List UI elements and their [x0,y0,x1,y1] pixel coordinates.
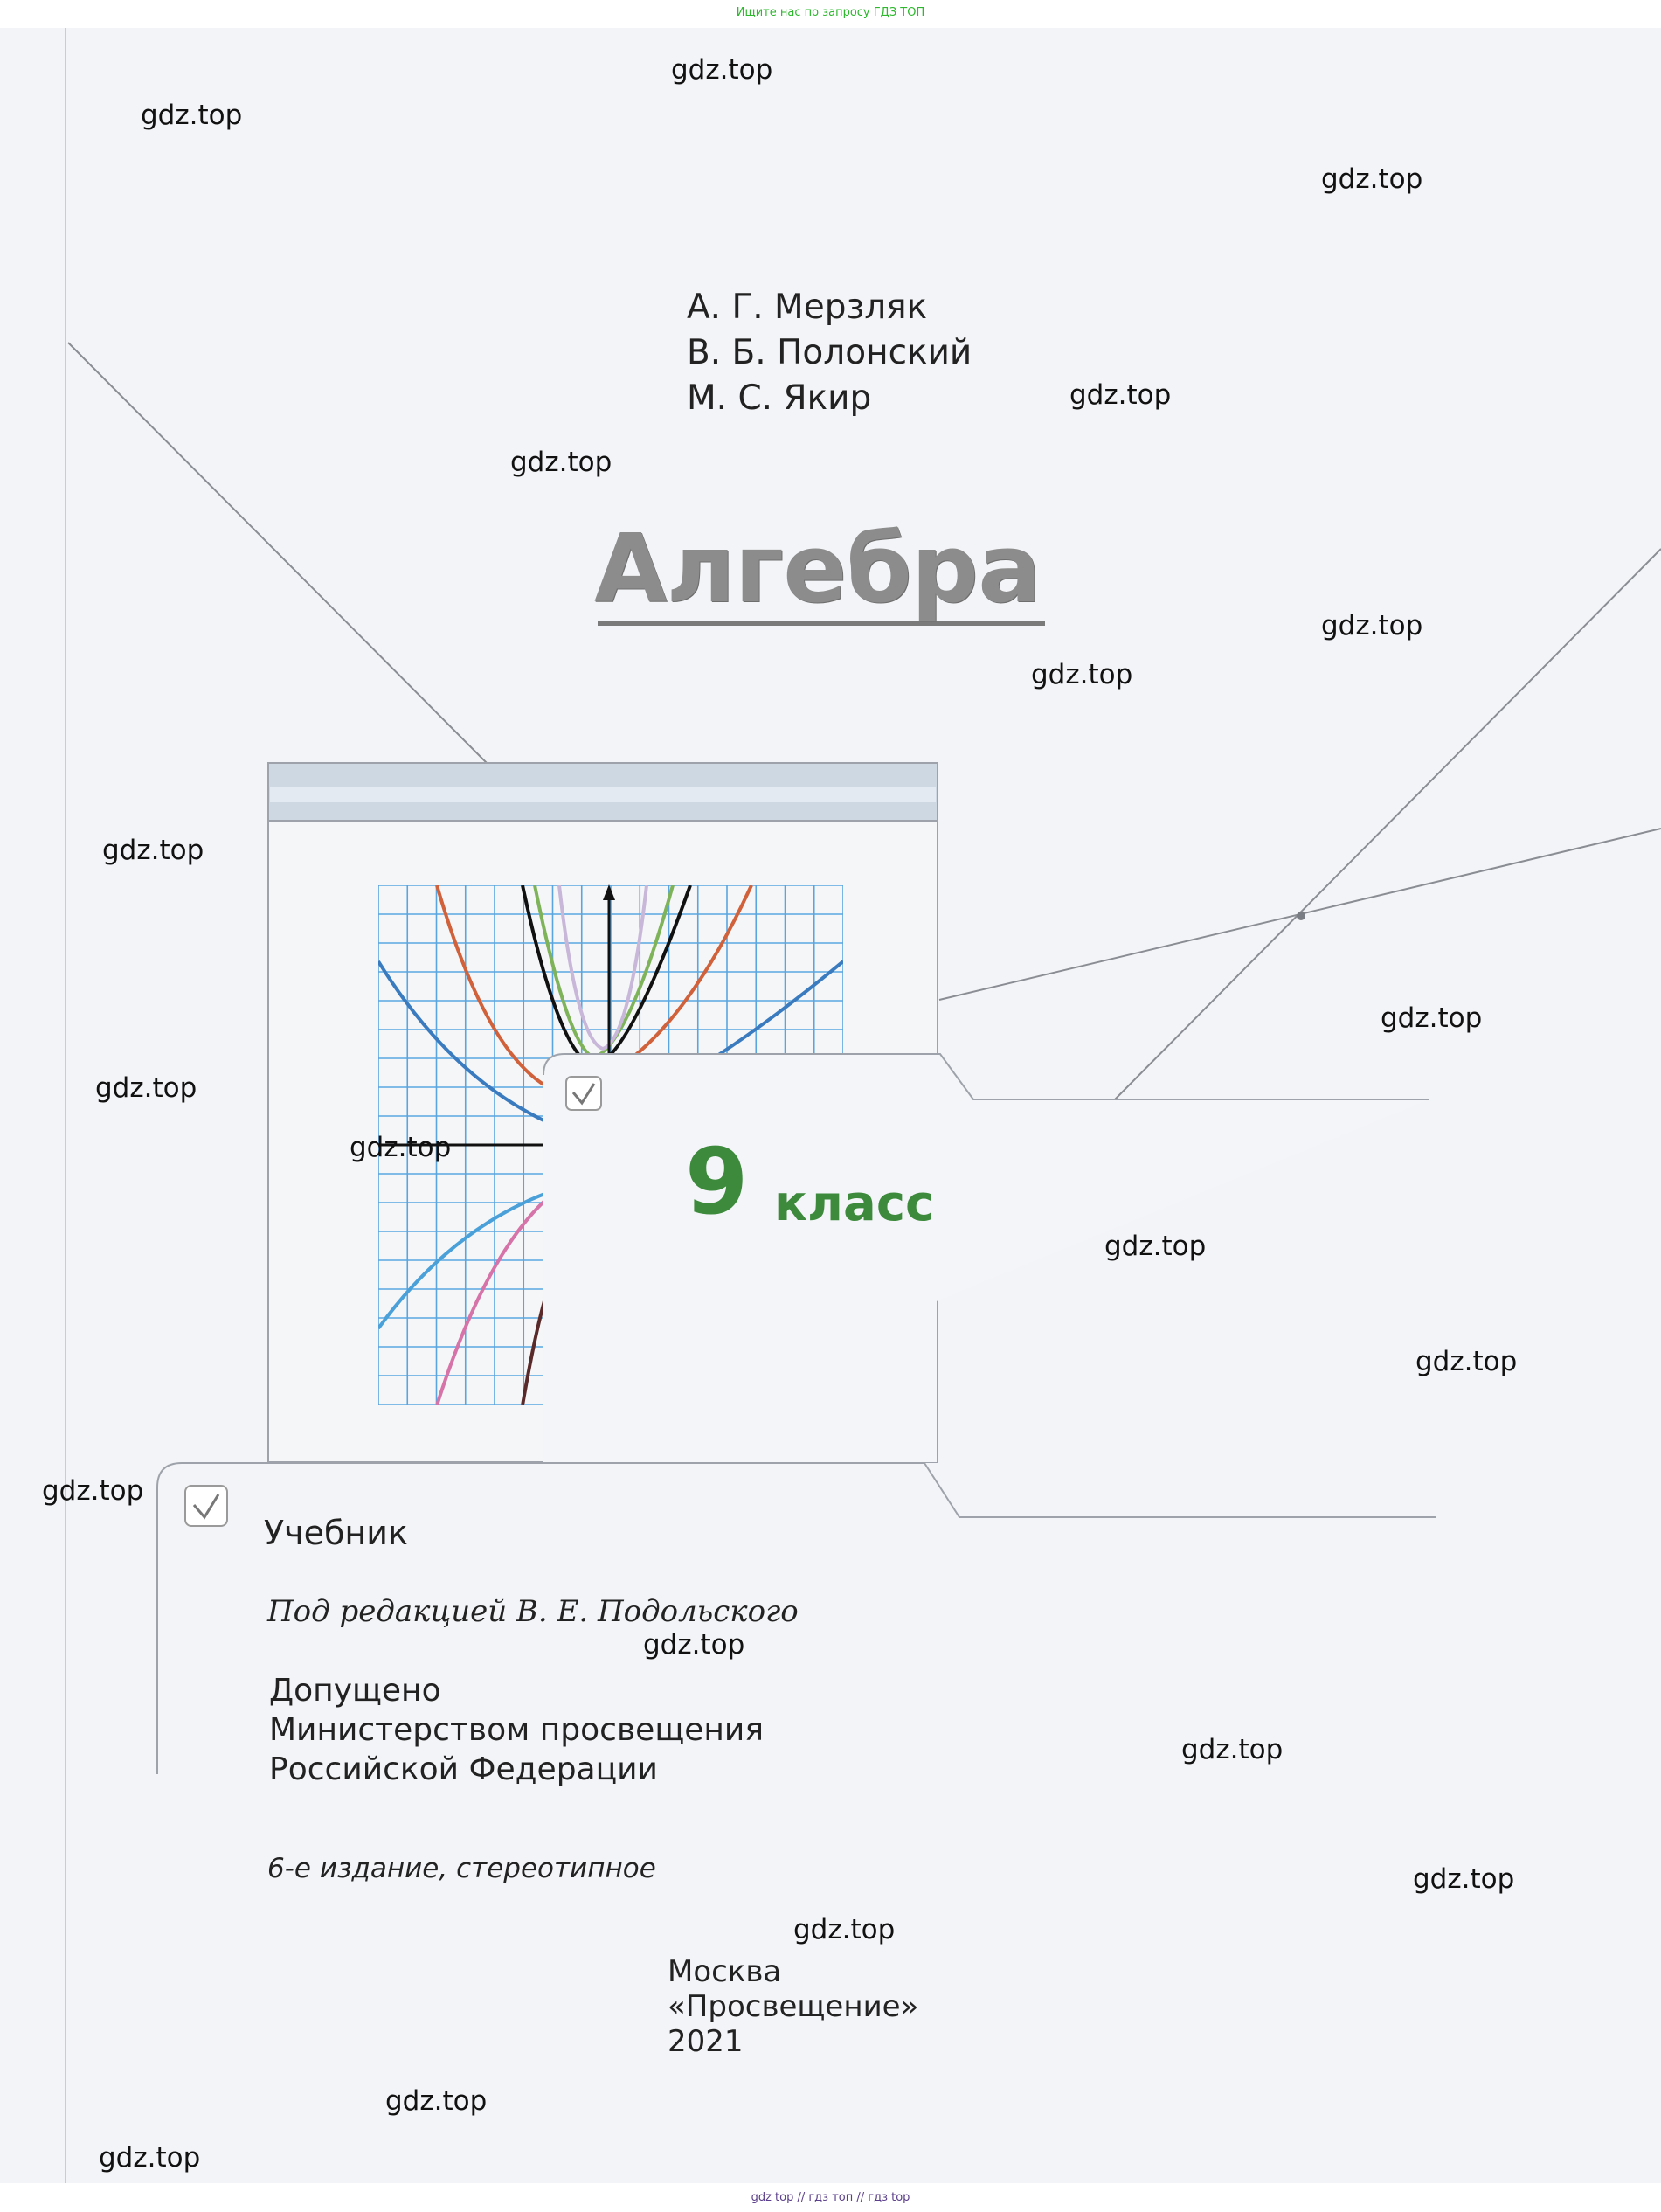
watermark: gdz.top [42,1475,144,1507]
approval-line: Российской Федерации [269,1751,658,1787]
imprint-city: Москва [668,1954,782,1989]
watermark: gdz.top [99,2142,201,2174]
approval-block [269,1671,764,1789]
top-banner-highlight: ГДЗ ТОП [873,6,925,19]
watermark: gdz.top [643,1629,745,1661]
watermark: gdz.top [1031,659,1133,690]
watermark: gdz.top [1321,610,1423,641]
edition-note: 6-е издание, стереотипное [267,1853,656,1884]
watermark: gdz.top [1321,163,1423,195]
editor-line: Под редакцией В. Е. Подольского [267,1594,799,1629]
checkbox-icon [185,1486,227,1526]
author-name: В. Б. Полонский [687,333,972,372]
watermark: gdz.top [141,100,243,131]
top-banner-prefix: Ищите нас по запросу [736,6,874,19]
watermark: gdz.top [1415,1346,1518,1377]
decor-line-left [68,343,488,764]
grade-panel [543,1054,1429,1462]
grade-word: класс [774,1175,935,1232]
grade-number: 9 [685,1128,749,1235]
watermark: gdz.top [1104,1231,1207,1262]
authors-list [687,285,972,421]
watermark: gdz.top [1181,1734,1284,1765]
book-type: Учебник [264,1514,408,1552]
watermark: gdz.top [671,54,773,86]
watermark: gdz.top [1413,1863,1515,1895]
author-name: А. Г. Мерзляк [687,288,928,327]
watermark: gdz.top [793,1914,896,1945]
watermark: gdz.top [510,447,612,478]
book-title: Алгебра [594,515,1041,624]
watermark: gdz.top [95,1072,197,1104]
intersection-dot [1297,912,1305,920]
checkbox-icon [566,1077,601,1110]
imprint-publisher: «Просвещение» [668,1989,919,2024]
footer-links[interactable]: gdz top // гдз топ // гдз top [751,2191,910,2204]
imprint-year: 2021 [668,2024,744,2059]
imprint-block [668,1954,918,2059]
watermark: gdz.top [102,835,204,866]
watermark: gdz.top [1381,1002,1483,1034]
approval-line: Допущено [269,1673,441,1709]
author-name: М. С. Якир [687,378,872,418]
watermark: gdz.top [385,2085,488,2117]
watermark: gdz.top [350,1132,452,1163]
watermark: gdz.top [1069,379,1172,411]
approval-line: Министерством просвещения [269,1712,764,1748]
